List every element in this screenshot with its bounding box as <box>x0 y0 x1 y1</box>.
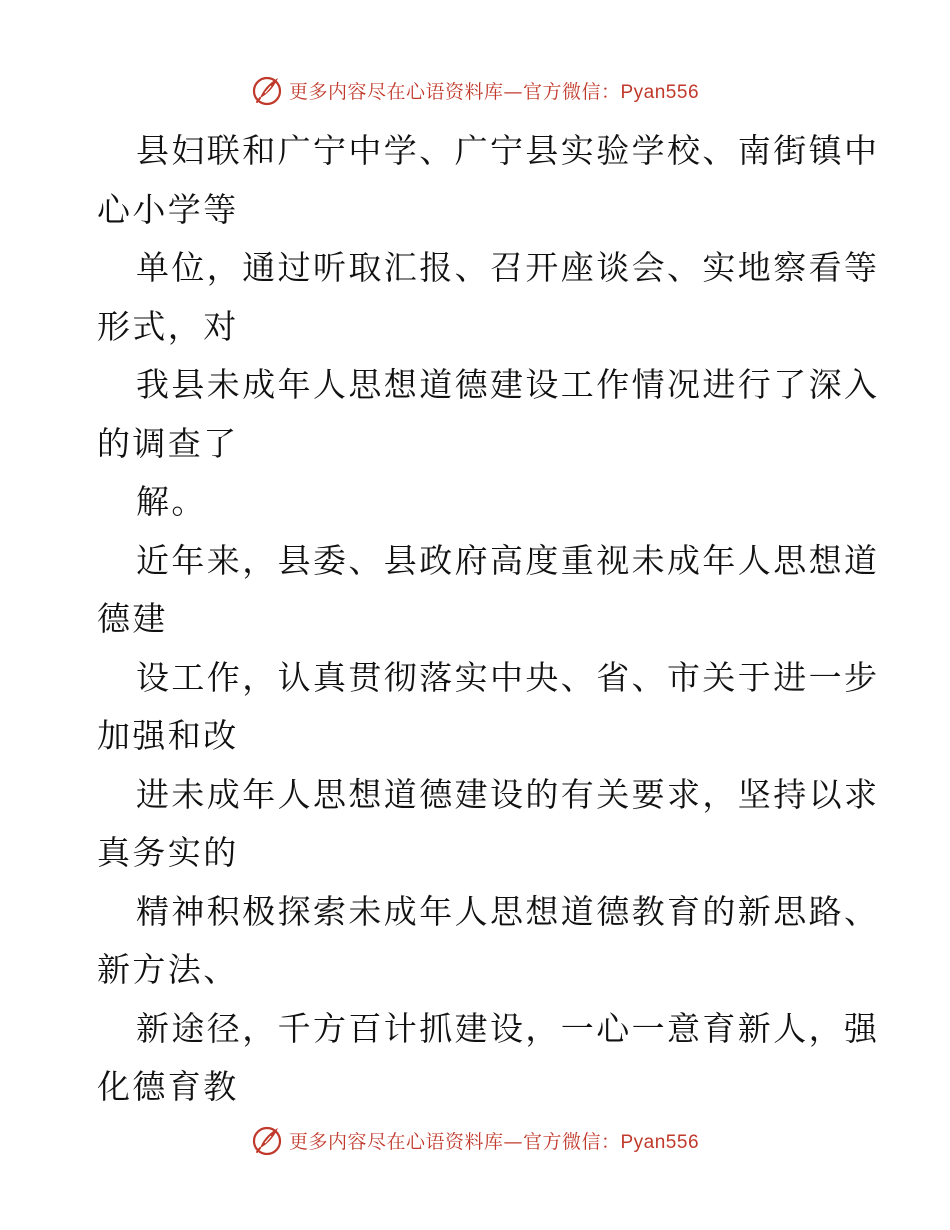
header-wechat-id: Pyan556 <box>620 81 700 103</box>
footer-wechat-id: Pyan556 <box>620 1131 700 1153</box>
text-line: 设工作，认真贯彻落实中央、省、市关于进一步 <box>136 657 880 697</box>
feather-pen-logo-icon <box>251 1124 283 1156</box>
header-banner-text: 更多内容尽在心语资料库—官方微信：Pyan556 <box>288 80 700 103</box>
text-line: 德建 <box>97 599 168 638</box>
text-line: 解。 <box>136 482 207 521</box>
document-body <box>97 122 880 1117</box>
footer-banner <box>0 1120 950 1160</box>
header-banner <box>0 70 950 110</box>
text-line: 加强和改 <box>97 716 239 755</box>
text-line: 新途径，千方百计抓建设，一心一意育新人，强 <box>136 1008 880 1048</box>
text-line: 的调查了 <box>97 423 239 463</box>
text-line: 精神积极探索未成年人思想道德教育的新思路、 <box>136 891 880 931</box>
text-line: 单位，通过听取汇报、召开座谈会、实地察看等 <box>136 248 880 287</box>
text-line: 化德育教 <box>97 1067 239 1106</box>
footer-banner-text: 更多内容尽在心语资料库—官方微信：Pyan556 <box>288 1130 700 1153</box>
text-line: 近年来，县委、县政府高度重视未成年人思想道 <box>136 540 880 580</box>
text-line: 新方法、 <box>97 950 239 989</box>
feather-pen-logo-icon <box>251 74 283 106</box>
text-line: 进未成年人思想道德建设的有关要求，坚持以求 <box>136 774 880 814</box>
text-line: 真务实的 <box>97 833 239 872</box>
text-line: 县妇联和广宁中学、广宁县实验学校、南街镇中 <box>136 131 880 170</box>
text-line: 我县未成年人思想道德建设工作情况进行了深入 <box>136 365 880 404</box>
text-line: 形式，对 <box>97 306 239 346</box>
text-line: 心小学等 <box>97 189 239 229</box>
